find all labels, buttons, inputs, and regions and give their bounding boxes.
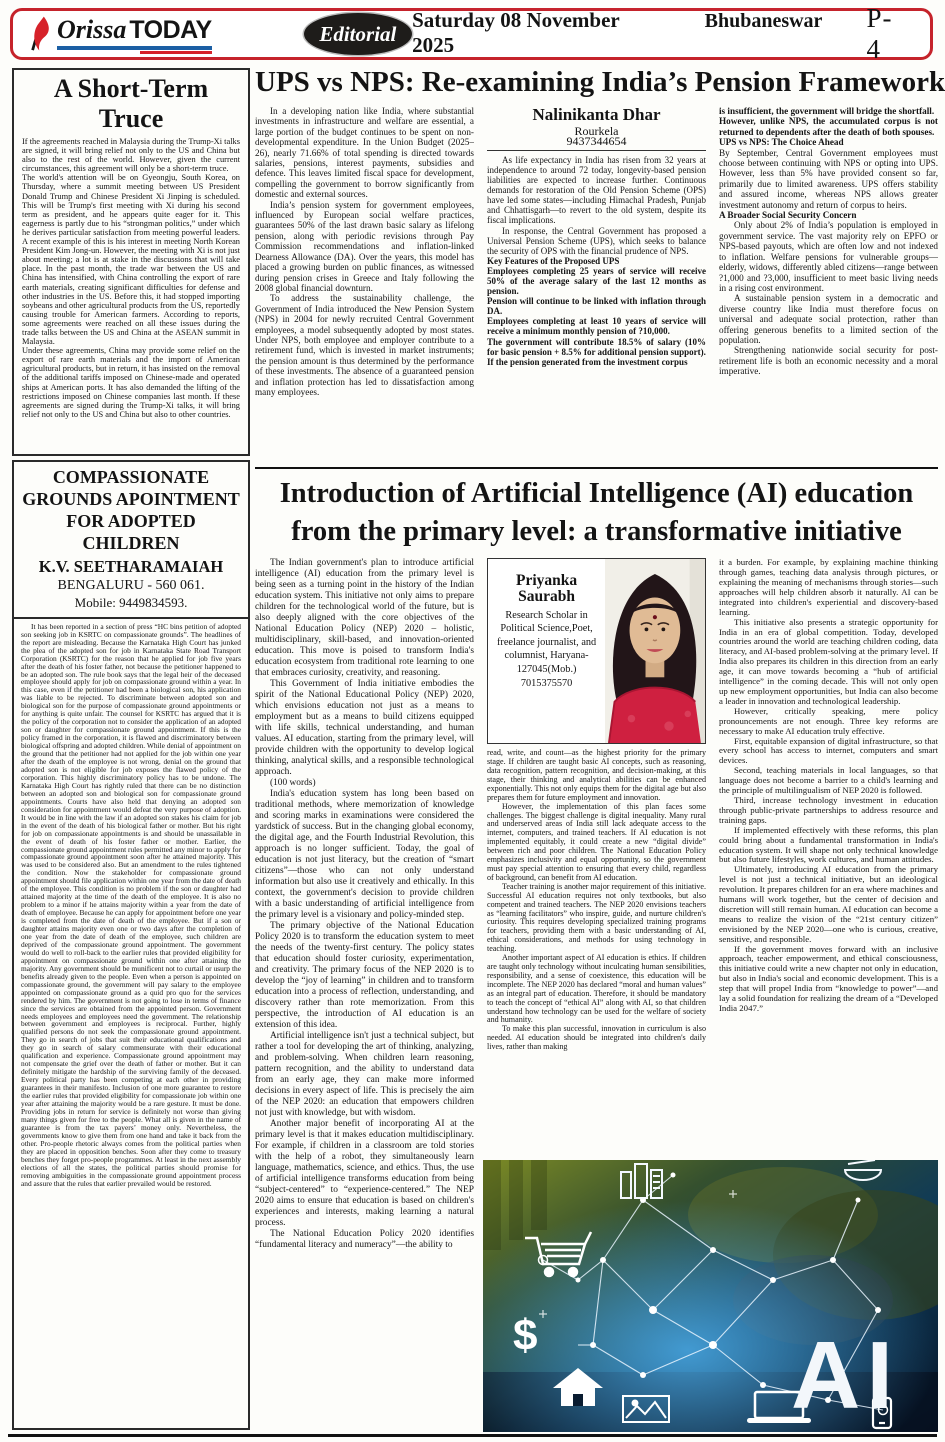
ups-article-columns [255,106,938,464]
editorial-badge-label: Editorial [319,21,397,46]
compassionate-location: BENGALURU - 560 061. [57,577,205,593]
main-area [255,66,945,1434]
ai-article-columns [255,558,938,1434]
logo-underline-blue [57,46,212,50]
paragraph: Teacher training is another major requirement of this initiative. Successful AI education requires not only textbooks, but also competent and trained teachers. The NEP 2020 envisions teachers as “learning facilitators” who inspire, guide, and nurture children's curiosity. This requires developing specialized training programs for teachers, providing them with a basic understanding of AI, ethical considerations, and methods for using technology in teaching. [487,881,706,954]
paragraph: Pension will continue to be linked with inflation through DA. [487,296,706,317]
paragraph: In a developing nation like India, where substantial investments in infrastructure and welfare are essential, a large portion of the budget continues to be spent on non-developmental expenditure. In the Union Budget (2025–26), nearly 71.66% of total spending is directed towards salaries, pensions, interest payments, subsidies and defence. This leaves limited fiscal space for development, compelling the government to borrow significantly from domestic and external sources. [255,106,474,200]
ai-author-name: Priyanka Saurabh [516,572,578,606]
truce-article [12,68,250,456]
paragraph: However, unlike NPS, the accumulated corpus is not returned to dependents after the death of both spouses. [719,116,938,137]
issue-date: Saturday 08 November 2025 [412,8,620,57]
article-divider-rule [255,467,938,469]
paragraph: As life expectancy in India has risen from 32 years at independence to around 72 today, longevity-based pension liabilities are expected to increase further. Continuous demands for restoration of the Old Pension Scheme (OPS) have led some states—including Himachal Pradesh, Punjab and Chhattisgarh—to revert to the old system, despite its fiscal implications. [487,154,706,226]
dateline [412,3,912,65]
paragraph: The National Education Policy 2020 identifies “fundamental literacy and numeracy”—the ability to [255,1229,474,1251]
logo-text [57,15,212,54]
logo-today: TODAY [129,15,212,44]
paragraph: it a burden. For example, by explaining machine thinking through games, teaching data analysis through pictures, or explaining the meaning of mechanisms through stories—such approaches will help children absorb it naturally. AI can be integrated into children's experiential and discovery-based learning. [719,558,938,617]
ai-column-1 [255,558,474,1434]
paragraph: To make this plan successful, innovation in curriculum is also needed. AI education should be integrated into children's daily lives, rather than making [487,1024,706,1052]
paragraph: Strengthening nationwide social security for post-retirement life is both an economic necessity and a moral imperative. [719,345,938,377]
ai-column-3 [719,558,938,1156]
paragraph: The world's attention will be on Gyeongju, South Korea, on Thursday, where a summit meeting between US President Donald Trump and Chinese President Xi Jinping is scheduled. This will be Trump's first meeting with Xi during his second term as president, and he appears quite eager for it. This eagerness is partly due to his “strongman politics,” under which he derives particular satisfaction from meeting powerful leaders. A recent example of this is his interest in meeting North Korean President Kim Jong-un. However, the meeting with Xi is not just about meeting; a lot is at stake in the discussions that will take place. In the past month, the trade war between the US and China has intensified, with China controlling the export of rare earth materials, creating significant difficulties for defense and other industries in the US. Before this, it had stopped importing soybeans and other agricultural products from the US, reportedly causing trouble for American farmers. According to reports, some agreements were reached on all these issues during the trade talks between the US and China at the ASEAN summit in Malaysia. [22,173,240,347]
ai-illustration-graphic [483,1160,938,1432]
paragraph: Ultimately, introducing AI education from the primary level is not just a technical initiative, but an ideological revolution. It prepares children for an era where machines and humans will work together, but the center of decision and discretion will still remain human. AI education can become a means to realize the vision of the “21st century citizen” envisioned by the NEP 2020—one who is curious, creative, sensitive, and responsible. [719,864,938,944]
paragraph: The Indian government's plan to introduce artificial intelligence (AI) education from the primary level is being seen as a turning point in the history of the Indian education system. This initiative not only aims to prepare children for the technological world of the future, but is also deeply aligned with the core objectives of the National Education Policy (NEP) 2020 – holistic, multidisciplinary, skill-based, and innovation-oriented education. This move is poised to transform India's education ecosystem from traditional rote learning to one that embraces curiosity, creativity, and reasoning. [255,558,474,679]
truce-article-body [22,137,240,419]
compassionate-mobile: Mobile: 9449834593. [74,594,188,610]
newspaper-logo [31,15,212,54]
paragraph: This initiative also presents a strategic opportunity for India in an era of global competition. Today, developed countries around the world are teaching children coding, data literacy, and AI-based problem-solving at the primary level. If India also prepares its children in this direction from an early age, it can move towards becoming a “hub of artificial intelligence” in the coming decade. This will not only open up new employment opportunities, but India can also become a leader in innovation and technological leadership. [719,616,938,706]
flame-icon [31,15,53,53]
ups-author-name: Nalinikanta Dhar [532,106,661,124]
ups-author-block [487,106,706,151]
page-bottom-rule [8,1434,937,1437]
paragraph: If implemented effectively with these reforms, this plan could bring about a fundamental transformation in India's education system. It will shape not only technical knowledge but also future lifestyles, work cultures, and human attitudes. [719,824,938,865]
ups-article-title: UPS vs NPS: Re-examining India’s Pension Framework [255,66,945,98]
paragraph: However, critically speaking, mere policy pronouncements are not enough. Three key reforms are necessary to make AI education truly effective. [719,705,938,736]
paragraph: read, write, and count—as the highest priority for the primary stage. If children are taught basic AI concepts, such as reasoning, data recognition, pattern recognition, and decision-making, at this stage, their thinking and analytical abilities can be enhanced exponentially. This not only equips them for the digital age but also prepares them for future employment and innovation. [487,748,706,802]
ai-article-title-line: from the primary level: a transformative initiative [291,515,902,547]
ups-column-2-text [487,155,706,367]
paragraph: If the government moves forward with an inclusive approach, teacher empowerment, and ethical consciousness, this initiative could write a new chapter not only in education, but also in India's social and economic development. This is a step that will propel India from “knowledge to power”—and lay a solid foundation for realizing the dream of a “Developed India 2047.” [719,943,938,1013]
paragraph: Another major benefit of incorporating AI at the primary level is that it makes education multidisciplinary. For example, if children in a classroom are told stories with the help of a robot, they simultaneously learn language, mathematics, science, and ethics. Thus, the use of artificial intelligence transforms education from being “subject-centered” to “experience-centered.” The NEP 2020 aims to ensure that education is based on children's experiences and interests, making learning a natural process. [255,1119,474,1229]
paragraph: This Government of India initiative embodies the spirit of the National Educational Policy (NEP) 2020, which envisions education not just as a means to employment but as a means to build citizens equipped with life skills, technical understanding, and human values. AI education, starting from the primary level, will provide children with the opportunity to develop logical thinking, analytical skills, and a responsible technological approach. [255,679,474,778]
ups-author-place: Rourkela [574,123,619,138]
paragraph: (100 words) [270,778,316,789]
ai-illustration [483,1160,938,1432]
city-name: Bhubaneswar [704,10,823,32]
paragraph: Only about 2% of India’s population is employed in government service. The vast majority rely on EPFO or NPS-based payouts, which are often low and not indexed to inflation. Welfare pensions for vulnerable groups—elderly, widows, differently abled citizens—range between ?1,000 and ?3,000, insufficient to meet basic living needs in a rising cost environment. [719,220,938,293]
author-portrait [605,559,705,743]
masthead [10,3,933,64]
editorial-badge [304,13,412,55]
paragraph: A sustainable pension system in a democratic and diverse country like India must therefore focus on universal and adequate social protection, rather than offering generous benefits to a limited section of the population. [719,293,938,345]
ai-author-photo [605,559,705,743]
ups-column-3 [719,106,938,464]
compassionate-header [14,462,248,619]
paragraph: Third, increase technology investment in education through public-private partnerships to address resource and training gaps. [719,794,938,825]
ai-article-title [255,475,938,550]
ai-article-title-line: Introduction of Artificial Intelligence (AI) education [279,478,914,509]
paragraph: The primary objective of the National Education Policy 2020 is to transform the education system to meet the needs of the twenty-first century. The policy states that education should foster curiosity, experimentation, and creativity. The primary focus of the NEP 2020 is to develop the “joy of learning” in children and to transform education into a process of reflection, understanding, and discovery rather than rote memorization. From this perspective, the introduction of AI education is an extension of this idea. [255,921,474,1031]
paragraph: India's education system has long been based on traditional methods, where memorization of knowledge and scoring marks in examinations were considered the yardstick of success. But in the changing global economy, the digital age, and the Fourth Industrial Revolution, this approach is no longer sufficient. Today, the goal of education is not just literacy, but the creation of “smart citizens”—those who can not only understand information but also use it creatively and ethically. In this context, the government's decision to provide children with a basic understanding of artificial intelligence from the primary level is a visionary and policy-minded step. [255,789,474,921]
paragraph: However, the implementation of this plan faces some challenges. The biggest challenge is digital inequality. Many rural and underserved areas of India still lack adequate access to the internet, computers, and trained teachers. If AI education is not implemented equitably, it could create a new “digital divide” between rich and poor children. The National Education Policy emphasizes inclusivity and equal opportunity, so the government must pay special attention to ensuring that every child, regardless of background, can benefit from AI education. [487,801,706,882]
paragraph: If the pension generated from the investment corpus [487,356,688,367]
ups-article [255,66,945,464]
paragraph: is insufficient, the government will bridge the shortfall. [719,106,935,116]
ai-author-card [487,558,706,744]
paragraph: The government will contribute 18.5% of salary (10% for basic pension + 8.5% for additional pension support). [487,336,706,357]
ai-column-2-text [487,749,706,1052]
ai-article [255,475,938,1434]
paragraph: Artificial intelligence isn't just a technical subject, but rather a tool for developing the art of thinking, analyzing, and problem-solving. When children learn reasoning, pattern recognition, and the ability to understand data from an early age, they can make more informed decisions in every aspect of life. This is precisely the aim of the NEP 2020: an education that empowers children not just with knowledge, but with wisdom. [255,1031,474,1119]
paragraph: Second, teaching materials in local languages, so that language does not become a barrier to a child's learning and the principle of multilingualism of NEP 2020 is followed. [719,765,938,796]
paragraph: To address the sustainability challenge, the Government of India introduced the New Pension System (NPS) in 2004 for newly recruited Central Government employees, a model subsequently adopted by most states. Under NPS, both employee and employer contribute to a retirement fund, which is invested in market instruments; the pension amount is thus determined by the performance of these investments. The absence of a guaranteed pension and inflation protection has led to dissatisfaction among many employees. [255,293,474,397]
paragraph: Under these agreements, China may provide some relief on the export of rare earth materials and the import of American agricultural products, but in return, it has insisted on the removal of the additional tariffs imposed on Chinese-made and operated ships at American ports. It has also demanded the lifting of the restrictions imposed on Chinese companies last month. If these agreements are signed during the Trump-Xi talks, it will bring relief not only to the US and China but also to other countries. [22,346,240,419]
ups-author-phone: 9437344654 [566,133,627,148]
ai-image-label: AI [791,1322,899,1430]
ai-column-2 [487,558,706,1156]
ups-column-2 [487,106,706,464]
paragraph: In response, the Central Government has proposed a Universal Pension Scheme (UPS), which seeks to balance the security of OPS with the financial prudence of NPS. [487,225,706,256]
paragraph: Employees completing 25 years of service will receive 50% of the average salary of the last 12 months as pension. [487,265,706,297]
paragraph: India’s pension system for government employees, influenced by European social welfare practices, guarantees 50% of the last drawn basic salary as lifelong pension, along with periodic revisions through Pay Commission recommendations and inflation-linked Dearness Allowance (DA). Over the years, this model has placed a growing burden on public finances, as witnessed during pension crises in Greece and Italy following the 2008 global financial downturn. [255,199,474,293]
paragraph: If the agreements reached in Malaysia during the Trump-Xi talks are signed, it will bring relief not only to the US and China but also to the rest of the world. However, given the current circumstances, this agreement will only be a short-term truce. [22,137,240,174]
paragraph: A Broader Social Security Concern [719,210,857,221]
compassionate-title: COMPASSIONATE GROUNDS APOINTMENT FOR ADOPTED CHILDREN [22,467,240,553]
compassionate-article [12,460,250,1430]
page-number: P-4 [866,3,893,64]
paragraph: Another important aspect of AI education is ethics. If children are taught only technology without inculcating human sensibilities, responsibility, and a sense of coexistence, this education will be incomplete. The NEP 2020 has declared “moral and human values” as an integral part of education. Therefore, it should be mandatory to teach the concept of “ethical AI” along with AI, so that children understand how technology can be used for the welfare of society and humanity. [487,953,706,1025]
compassionate-body: It has been reported in a section of press “HC bins petition of adopted son seeking job in KSRTC on compassionate grounds”. The headlines of the report are misleading. Because the Karnataka High Court has junked the plea of the adopted son for job in Karnataka State Road Transport Corporation (KSRTC) for the reason that he applied for job five years after the death of his foster father, not because the petitioner happened to be an adopted son. The rule book says that the legal heir of the deceased employee should apply for job on compassionate ground within a year. In this case, even if the petitioner had been a biological son, his application was liable to be rejected. To discriminate between adopted son and biological son for the purpose of compassionate ground appointments or for anything is quite unfair. The counsel for KSRTC has argued that it is the policy of the corporation not to consider the application of an adopted son or daughter for compassionate ground appointment. If this is the policy framed in the corporation, it is flawed and discriminatory between biological offspring and adopted children. While denial of appointment on the ground that the petitioner had not applied for the job within one year after the death of the employee is not wrong, denial on the ground that adopted son is not eligible for job exposes the flawed policy of the corporation. This highly discriminatory policy has to be undone. The Karnataka High Court has rightly ruled that there can be no distinction between an adopted son and biological son for compassionate ground appointments. Courts have also held that denying an adopted son consideration for appointment would defeat the very purpose of adoption. It would be in line with the law if an adopted son stakes his claim for job in the event of the death of his biological father or mother. But his right for job on compassionate appointments is and should be unassailable in the event of death of his foster father or mother. Earlier, the compassionate ground appointment rules permitted any minor to apply for compassionate ground appointment soon after he attained majority. This was used to be considered also. But an amendment to the rules tightened the condition. Now the stakeholder for compassionate ground appointment should file application within one year from the date of death of the employee. This condition is no problem if the son or daughter had attained majority at the time of the death of the employee. It is also no problem to a minor if he attains majority within a year from the date of death of employee. Because he can apply for appointment before one year is completed from the date of death of the employee. But if a son or daughter attains majority even one or two days after the completion of one year from the date of death of the employee, such children are deprived of the compassionate ground appointment. The government would do well to roll-back to the earlier rules that provided eligibility for appointment on compassionate ground within one after attaining the majority. Any government should be munificent not to curtail or usurp the benefits already given to the people. Even when a person is appointed on compassionate ground, the government will pay salary to the employee appointed on compassionate ground as a quid pro quo for the services rendered by him. The government is not going to lose in terms of finance since the services are obtained from the appointed person. Government needs employees and employees need the government. The relationship between government and employees is reciprocal. Further, highly qualified persons do not seek the compassionate ground appointment. They go in search of jobs that suit their educational qualifications and they go in search of salary commensurate with their educational qualification and experience. Compassionate ground appointment may not compensate the grief over the death of father or mother. But it can definitely mitigate the hardship of the surviving family of the deceased. Every political party has been competing at each other in providing guarantees in their manifesto. Inclusion of one more guarantee to restore the earlier rules that provided eligibility for compassionate job within one year after attaining the majority would be a rare gesture. It must be done. Providing jobs in return for service is definitely not worse than giving many things given for free to the people. What all is given in the name of guarantee is from the tax payers’ money only. Nevertheless, the governments know to give them from one hand and take it back from the other. Pro-people rhetoric always comes from the political parties when they are placed in opposition benches. Soon after they come to treasury benches they forget pro-people programmes. At least in the next assembly elections of all the states, the political parties should promise for removing ambiguities in the compassionate ground appointment process and assure that the rules that earlier prevailed would be restored. [21,621,241,1188]
paragraph: By September, Central Government employees must choose between continuing with NPS or opting into UPS. However, less than 5% have provided consent so far, primarily due to limited awareness. UPS offers stability and assured income, whereas NPS allows greater investment autonomy and return of corpus to heirs. [719,147,938,210]
ai-author-bio: Research Scholar in Political Science,Poet, freelance journalist, and columnist, Haryana-127045(Mob.) 7015375570 [496,609,597,689]
dollar-icon: $ [513,1311,538,1361]
paragraph: Employees completing at least 10 years of service will receive a minimum monthly pension of ?10,000. [487,316,706,337]
ai-author-info [488,559,605,743]
compassionate-author: K.V. SEETHARAMAIAH [38,556,224,576]
truce-article-title: A Short-Term Truce [53,74,209,133]
paragraph: Key Features of the Proposed UPS [487,255,620,266]
ups-column-1 [255,106,474,464]
logo-underline-red [140,51,212,54]
paragraph: UPS vs NPS: The Choice Ahead [719,137,844,148]
paragraph: First, equitable expansion of digital infrastructure, so that every school has access to internet, computers and smart devices. [719,735,938,766]
logo-orissa: Orissa [57,14,127,44]
